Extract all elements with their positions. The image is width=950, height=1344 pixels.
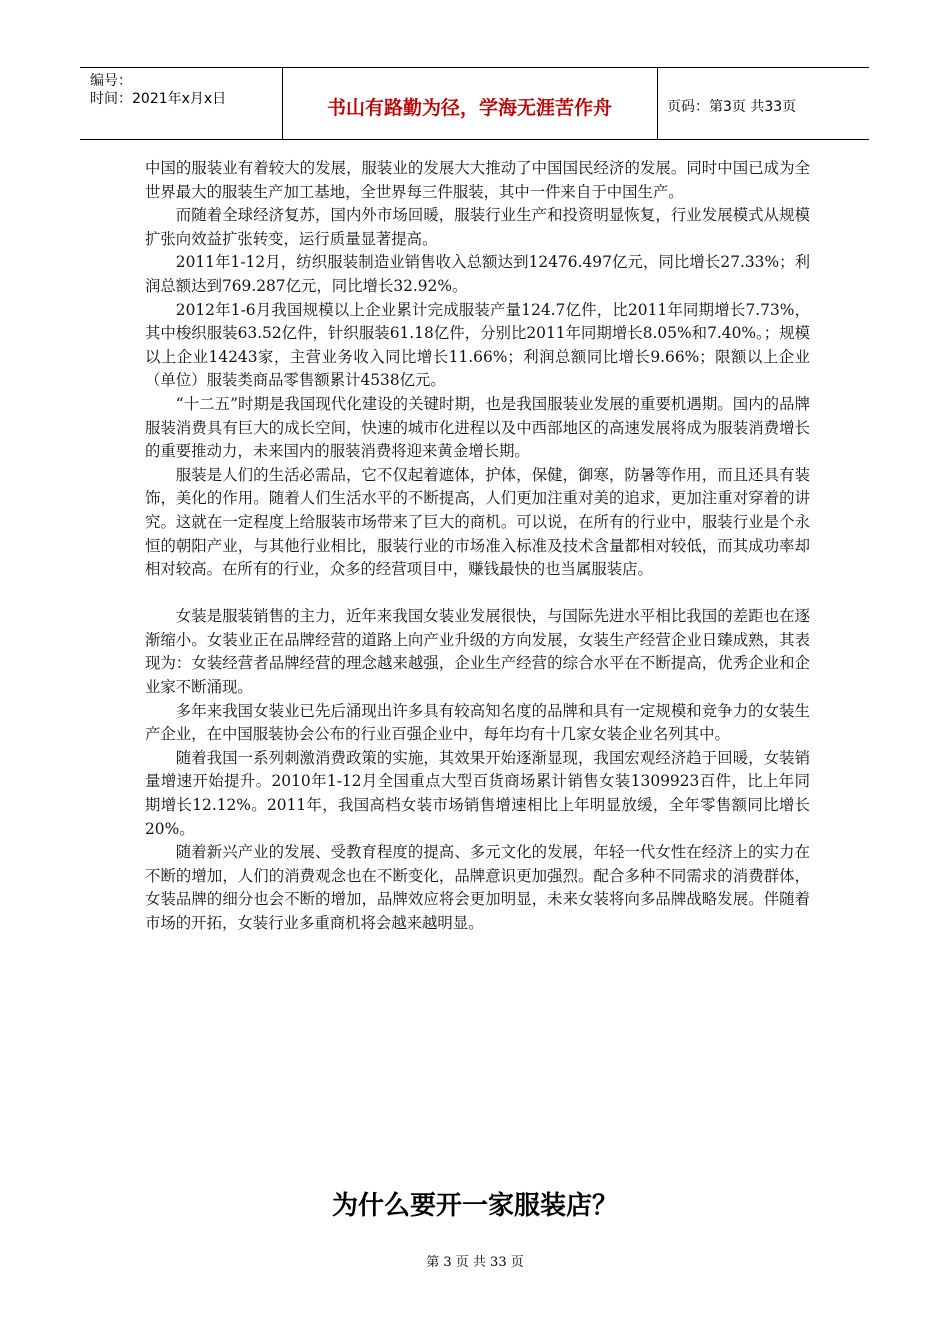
paragraph: “十二五”时期是我国现代化建设的关键时期，也是我国服装业发展的重要机遇期。国内的品牌服装消费具有巨大的成长空间，快速的城市化进程以及中西部地区的高速发展将成为服装消费增长的重要推动力，未来国内的服装消费将迎来黄金增长期。 — [145, 394, 810, 461]
document-date-label: 时间：2021年x月x日 — [90, 91, 227, 107]
paragraph-spacer — [145, 582, 810, 606]
header-motto: 书山有路勤为径，学海无涯苦作舟 — [326, 96, 612, 119]
paragraph: 多年来我国女装业已先后涌现出许多具有较高知名度的品牌和具有一定规模和竞争力的女装生产企业，在中国服装协会公布的行业百强企业中，每年均有十几家女装企业名列其中。 — [145, 701, 810, 744]
header-meta — [90, 72, 226, 108]
paragraph: 女装是服装销售的主力，近年来我国女装业发展很快，与国际先进水平相比我国的差距也在逐渐缩小。女装业正在品牌经营的道路上向产业升级的方向发展，女装生产经营企业日臻成熟，其表现为：女装经营者品牌经营的理念越来越强，企业生产经营的综合水平在不断提高，优秀企业和企业家不断涌现。 — [145, 607, 810, 697]
header-divider — [657, 68, 658, 139]
paragraph: 而随着全球经济复苏，国内外市场回暖，服装行业生产和投资明显恢复，行业发展模式从规模扩张向效益扩张转变，运行质量显著提高。 — [145, 206, 810, 248]
page-footer: 第 3 页 共 33 页 — [426, 1255, 524, 1270]
body-text — [145, 157, 810, 936]
section-heading: 为什么要开一家服装店？ — [331, 1191, 618, 1221]
document-number-label: 编号： — [90, 73, 132, 89]
header-page-number: 页码：第3页 共33页 — [667, 99, 797, 115]
paragraph: 随着新兴产业的发展、受教育程度的提高、多元文化的发展，年轻一代女性在经济上的实力在不断的增加，人们的消费观念也在不断变化，品牌意识更加强烈。配合多种不同需求的消费群体，女装品牌的细分也会不断的增加，品牌效应将会更加明显，未来女装将向多品牌战略发展。伴随着市场的开拓，女装行业多重商机将会越来越明显。 — [145, 843, 810, 932]
paragraph: 随着我国一系列刺激消费政策的实施，其效果开始逐渐显现，我国宏观经济趋于回暖，女装销量增速开始提升。2010年1-12月全国重点大型百货商场累计销售女装1309923百件，比上年同期增长12.12%。2011年，我国高档女装市场销售增速相比上年明显放缓，全年零售额同比增长20%。 — [145, 748, 810, 838]
paragraph: 中国的服装业有着较大的发展，服装业的发展大大推动了中国国民经济的发展。同时中国已成为全世界最大的服装生产加工基地，全世界每三件服装，其中一件来自于中国生产。 — [145, 159, 810, 201]
document-header — [80, 67, 869, 140]
paragraph: 2011年1-12月，纺织服装制造业销售收入总额达到12476.497亿元，同比增长27.33%；利润总额达到769.287亿元，同比增长32.92%。 — [145, 253, 810, 295]
paragraph: 服装是人们的生活必需品，它不仅起着遮体，护体，保健，御寒，防暑等作用，而且还具有装饰，美化的作用。随着人们生活水平的不断提高，人们更加注重对美的追求，更加注重对穿着的讲究。这就在一定程度上给服装市场带来了巨大的商机。可以说，在所有的行业中，服装行业是个永恒的朝阳产业，与其他行业相比，服装行业的市场准入标准及技术含量都相对较低，而其成功率却相对较高。在所有的行业，众多的经营项目中，赚钱最快的也当属服装店。 — [145, 465, 810, 579]
paragraph: 2012年1-6月我国规模以上企业累计完成服装产量124.7亿件，比2011年同期增长7.73%，其中梭织服装63.52亿件，针织服装61.18亿件，分别比2011年同期增长8.05%和7.40%。；规模以上企业14243家，主营业务收入同比增长11.66%；利润总额同比增长9.66%；限额以上企业（单位）服装类商品零售额累计4538亿元。 — [145, 300, 810, 390]
